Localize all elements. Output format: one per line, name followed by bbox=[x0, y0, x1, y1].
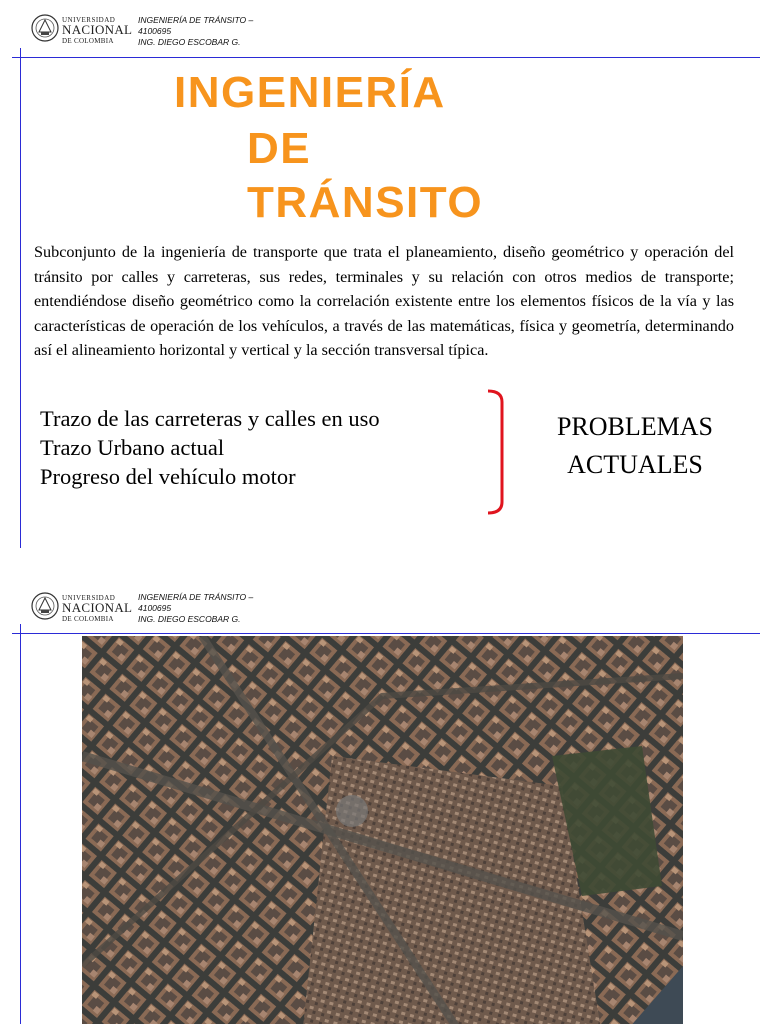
current-problems-label bbox=[530, 408, 740, 484]
list-item: Trazo Urbano actual bbox=[40, 435, 225, 460]
slide-2 bbox=[0, 580, 768, 1024]
university-logo bbox=[30, 586, 133, 630]
title-line-3: TRÁNSITO bbox=[247, 178, 484, 227]
title-line-1: INGENIERÍA bbox=[174, 68, 446, 117]
logo-text-colombia: DE COLOMBIA bbox=[62, 615, 114, 623]
aerial-city-photo bbox=[82, 636, 683, 1024]
header-course-info bbox=[138, 592, 253, 625]
course-code: 4100695 bbox=[138, 603, 172, 613]
header-divider bbox=[12, 633, 760, 634]
university-seal-icon bbox=[30, 8, 60, 48]
instructor-name: ING. DIEGO ESCOBAR G. bbox=[138, 37, 241, 47]
header-course-info bbox=[138, 15, 253, 48]
logo-text-universidad: UNIVERSIDAD bbox=[62, 16, 116, 24]
logo-text-universidad: UNIVERSIDAD bbox=[62, 594, 116, 602]
university-seal-icon bbox=[30, 586, 60, 626]
list-item: Progreso del vehículo motor bbox=[40, 464, 296, 489]
problems-label-line-2: ACTUALES bbox=[567, 450, 703, 479]
problems-label-line-1: PROBLEMAS bbox=[556, 412, 714, 441]
title-line-2: DE bbox=[247, 124, 312, 173]
header-divider bbox=[12, 57, 760, 58]
course-name: INGENIERÍA DE TRÁNSITO – bbox=[138, 592, 254, 602]
problems-list bbox=[40, 404, 380, 491]
instructor-name: ING. DIEGO ESCOBAR G. bbox=[138, 614, 241, 624]
logo-text-colombia: DE COLOMBIA bbox=[62, 37, 114, 45]
list-item: Trazo de las carreteras y calles en uso bbox=[40, 406, 380, 431]
side-divider bbox=[20, 624, 21, 1024]
curly-bracket-icon bbox=[484, 388, 508, 516]
logo-text-nacional: NACIONAL bbox=[62, 22, 133, 37]
logo-text-nacional: NACIONAL bbox=[62, 600, 133, 615]
definition-paragraph: Subconjunto de la ingeniería de transporte que trata el planeamiento, diseño geométrico y operación del tránsito por calles y carreteras, sus redes, terminales y su relación con otros medios de transporte; entendiéndose diseño geométrico como la correlación existente entre los elementos físicos de la vía y las características de operación de los vehículos, a través de las matemáticas, física y geometría, determinando así el alineamiento horizontal y vertical y la sección transversal típica. bbox=[34, 243, 734, 359]
university-logo bbox=[30, 8, 133, 52]
course-code: 4100695 bbox=[138, 26, 172, 36]
course-name: INGENIERÍA DE TRÁNSITO – bbox=[138, 15, 254, 25]
side-divider bbox=[20, 48, 21, 548]
